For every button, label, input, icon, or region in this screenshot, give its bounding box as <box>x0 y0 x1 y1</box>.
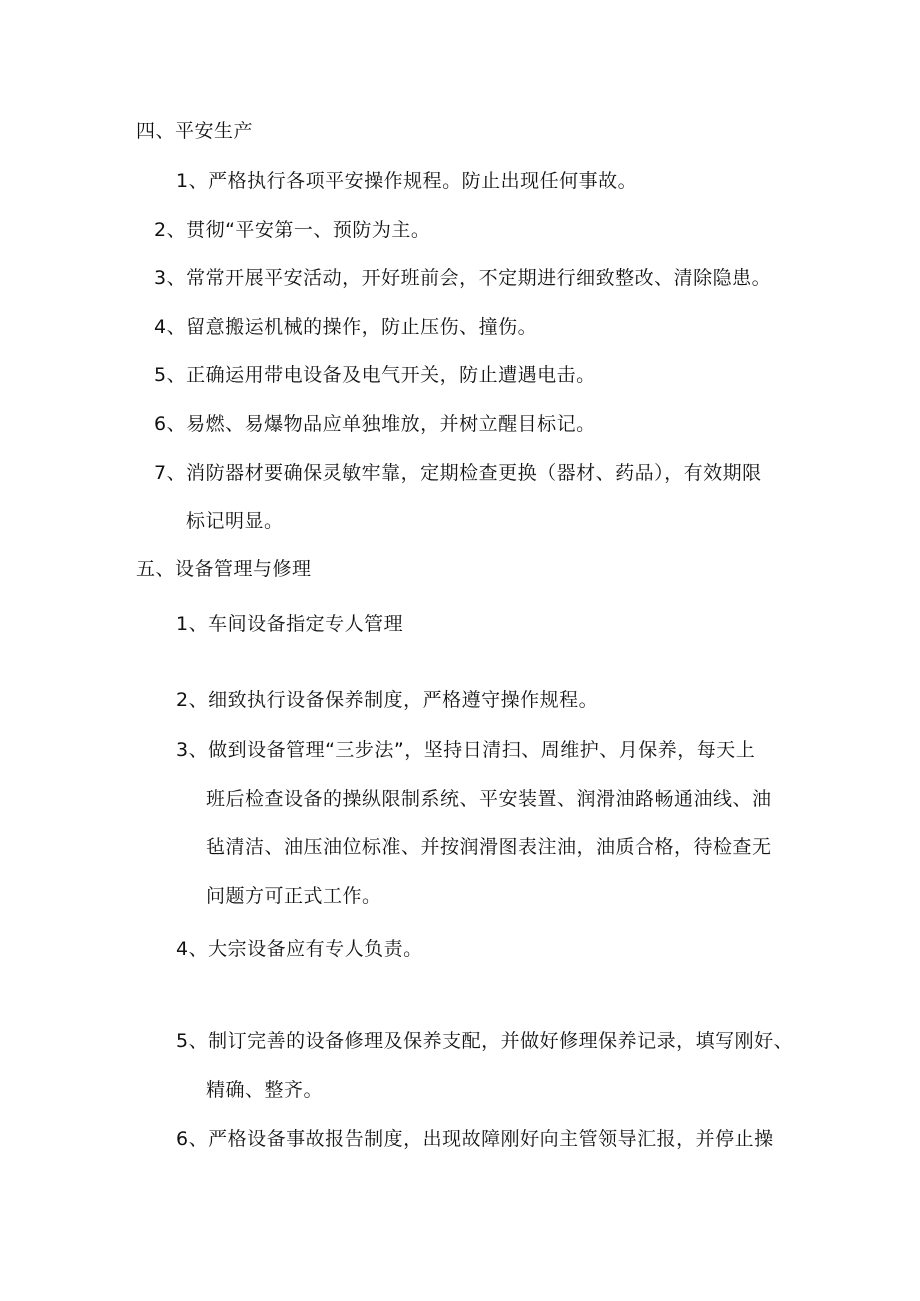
section-5-item-1: 1、车间设备指定专人管理 <box>176 613 404 635</box>
section-5-heading: 五、设备管理与修理 <box>136 558 312 580</box>
section-4-item-6: 6、易燃、易爆物品应单独堆放，并树立醒目标记。 <box>154 413 596 435</box>
section-4-item-4: 4、留意搬运机械的操作，防止压伤、撞伤。 <box>154 316 538 338</box>
section-4-item-2: 2、贯彻“平安第一、预防为主。 <box>154 219 431 241</box>
section-4-item-3: 3、常常开展平安活动，开好班前会，不定期进行细致整改、清除隐患。 <box>154 267 772 289</box>
section-4-item-1: 1、严格执行各项平安操作规程。防止出现任何事故。 <box>176 170 638 192</box>
section-5-item-3-line-3: 毡清洁、油压油位标准、并按润滑图表注油，油质合格，待检查无 <box>206 836 772 858</box>
section-5-item-5-line-1: 5、制订完善的设备修理及保养支配，并做好修理保养记录，填写刚好、 <box>176 1030 794 1052</box>
section-5-item-2: 2、细致执行设备保养制度，严格遵守操作规程。 <box>176 689 599 711</box>
section-5-item-6: 6、严格设备事故报告制度，出现故障刚好向主管领导汇报，并停止操 <box>176 1128 774 1150</box>
section-5-item-5-line-2: 精确、整齐。 <box>206 1079 324 1101</box>
section-5-item-4: 4、大宗设备应有专人负责。 <box>176 938 423 960</box>
section-4-item-7-continued: 标记明显。 <box>186 510 284 532</box>
section-5-item-3-line-2: 班后检查设备的操纵限制系统、平安装置、润滑油路畅通油线、油 <box>206 788 772 810</box>
section-4-item-5: 5、正确运用带电设备及电气开关，防止遭遇电击。 <box>154 364 596 386</box>
section-5-item-3-line-1: 3、做到设备管理“三步法”，坚持日清扫、周维护、月保养，每天上 <box>176 739 756 761</box>
section-4-heading: 四、平安生产 <box>136 120 254 142</box>
section-5-item-3-line-4: 问题方可正式工作。 <box>206 885 382 907</box>
section-4-item-7: 7、消防器材要确保灵敏牢靠，定期检查更换（器材、药品），有效期限 <box>154 462 762 484</box>
